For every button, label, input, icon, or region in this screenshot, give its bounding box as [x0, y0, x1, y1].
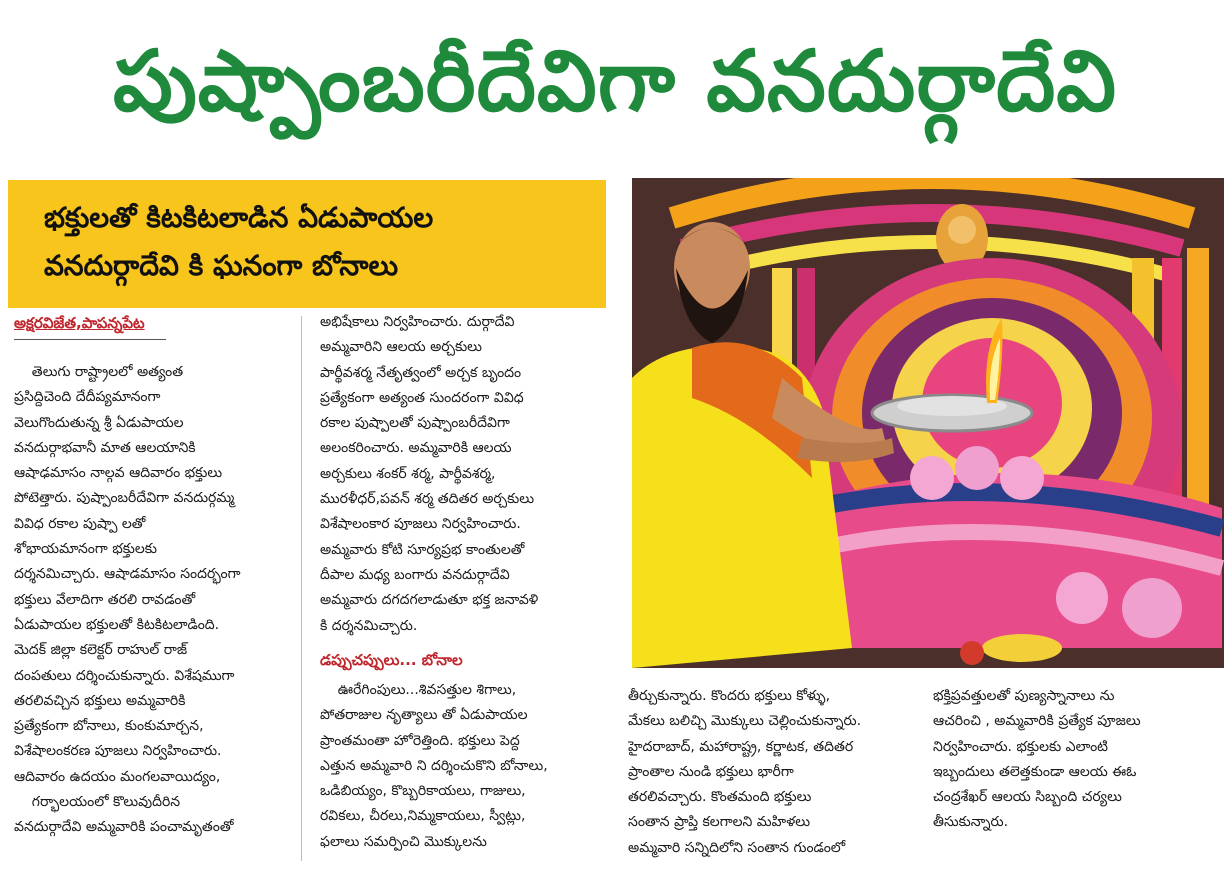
article-line: భక్తిప్రవత్తులతో పుణ్యస్నానాలు ను [933, 688, 1115, 704]
article-line: తీసుకున్నారు. [933, 814, 1009, 831]
article-line: అమ్మవారి సన్నిదిలోని సంతాన గుండంలో [628, 839, 846, 856]
article-line: ప్రత్యేకంగా అత్యంత సుందరంగా వివిధ [320, 389, 524, 406]
crosshead: డప్పుచప్పులు... బోనాల [320, 651, 463, 669]
article-line: అమ్మవారు కోటి సూర్యప్రభ కాంతులతో [320, 541, 525, 558]
article-line: విశేషాలంకార పూజలు నిర్వహించారు. [320, 516, 521, 533]
article-line: ఎత్తున అమ్మవారి ని దర్శించుకొని బోనాలు, [320, 757, 548, 774]
article-line: అర్చకులు శంకర్ శర్మ, పార్థీవశర్మ, [320, 465, 496, 482]
article-line: మేకలు బలిచ్చి మొక్కులు చెల్లించుకున్నారు. [628, 713, 862, 730]
article-line: ఫలాలు సమర్పించి మొక్కులను [320, 833, 487, 850]
article-line: ప్రసిద్దిచెంది దేదీప్యమానంగా [14, 389, 161, 406]
article-line: వెలుగొందుతున్న శ్రీ ఏడుపాయల [14, 414, 184, 431]
goddess-photo [632, 178, 1224, 668]
article-line: మురళీధర్,పవన్ శర్మ తదితర అర్చకులు [320, 491, 535, 508]
article-line: అమ్మవారు దగదగలాడుతూ భక్త జనావళి [320, 592, 539, 609]
article-line: ప్రాంతమంతా హోరెత్తింది. భక్తులు పెద్ద [320, 732, 520, 749]
article-column-4 [933, 684, 1225, 836]
article-line: ఊరేగింపులు...శివసత్తుల శిగాలు, [320, 682, 517, 698]
article-line: చంద్రశేఖర్ ఆలయ సిబ్బంది చర్యలు [933, 789, 1122, 806]
article-line: గర్భాలయంలో కొలువుదీరిన [14, 794, 181, 811]
article-line: సంతాన ప్రాప్తి కలగాలని మహిళలు [628, 814, 811, 831]
article-line: తరలివచ్చిన భక్తులు అమ్మవారికి [14, 692, 186, 709]
article-line: నిర్వహించారు. భక్తులకు ఎలాంటి [933, 738, 1108, 755]
article-line: భక్తులు వేలాదిగా తరలి రావడంతో [14, 591, 196, 608]
article-line: కి దర్శనమిచ్చారు. [320, 617, 418, 634]
article-line: దీపాల మధ్య బంగారు వనదుర్గాదేవి [320, 566, 510, 583]
article-line: రకాల పుష్పాలతో పుష్పాంబరీదేవిగా [320, 415, 510, 432]
article-line: అమ్మవారిని ఆలయ అర్చకులు [320, 339, 482, 356]
article-line: తరలివచ్చారు. కొంతమంది భక్తులు [628, 789, 812, 806]
article-column-2-top [320, 310, 605, 639]
article-column-1 [14, 360, 296, 841]
article-line: తెలుగు రాష్ట్రాలలో అత్యంత [14, 364, 184, 380]
article-line: ప్రత్యేకంగా బోనాలు, కుంకుమార్చన, [14, 718, 204, 735]
article-line: తీర్చుకున్నారు. కొందరు భక్తులు కోళ్ళు, [628, 688, 831, 704]
subheadline-line-1: భక్తులతో కిటకిటలాడిన ఏడుపాయల [44, 201, 434, 234]
article-line: ఆదివారం ఉదయం మంగలవాయిద్యం, [14, 768, 221, 785]
article-line: దంపతులు దర్శించుకున్నారు. విశేషముగా [14, 667, 235, 684]
article-line: శోభాయమానంగా భక్తులకు [14, 541, 157, 558]
article-line: ఏడుపాయల భక్తులతో కిటకిటలాడింది. [14, 616, 220, 633]
article-column-3 [628, 684, 923, 861]
article-line: మెదక్ జిల్లా కలెక్టర్ రాహుల్ రాజ్ [14, 642, 188, 659]
article-line: హైదరాబాద్, మహారాష్ట్ర, కర్ణాటక, తదితర [628, 738, 854, 755]
subheadline-line-2: వనదుర్గాదేవి కి ఘనంగా బోనాలు [44, 249, 399, 282]
article-line: దర్శనమిచ్చారు. ఆషాడమాసం సందర్భంగా [14, 566, 241, 583]
article-line: వనదుర్గాదేవి అమ్మవారికి పంచామృతంతో [14, 819, 234, 836]
headline: పుష్పాంబరీదేవిగా వనదుర్గాదేవి [112, 32, 1118, 130]
article-line: రవికలు, చీరలు,నిమ్మకాయలు, స్వీట్లు, [320, 808, 526, 825]
article-column-2-bottom [320, 678, 605, 855]
column-divider [301, 316, 302, 861]
article-line: అలంకరించారు. అమ్మవారికి ఆలయ [320, 440, 512, 457]
article-line: వనదుర్గాభవానీ మాత ఆలయానికి [14, 439, 196, 456]
article-line: విశేషాలంకరణ పూజలు నిర్వహించారు. [14, 743, 222, 760]
article-line: అభిషేకాలు నిర్వహించారు. దుర్గాదేవి [320, 314, 515, 330]
article-line: ఆషాఢమాసం నాల్గవ ఆదివారం భక్తులు [14, 465, 223, 482]
article-line: పోటెత్తారు. పుష్పాంబరీదేవిగా వనదుర్గమ్మ [14, 490, 235, 507]
article-line: ప్రాంతాల నుండి భక్తులు భారీగా [628, 763, 794, 780]
article-line: వివిధ రకాల పుష్పా లతో [14, 515, 146, 532]
article-line: ఒడిబియ్యం, కొబ్బరికాయలు, గాజులు, [320, 783, 526, 800]
article-line: ఇబ్బందులు తలెత్తకుండా ఆలయ ఈఓ [933, 763, 1137, 780]
subheadline-box [8, 180, 606, 308]
goddess-photo-illustration [632, 178, 1224, 668]
byline-rule [14, 339, 166, 340]
article-line: ఆచరించి , అమ్మవారికి ప్రత్యేక పూజలు [933, 713, 1141, 730]
byline: అక్షరవిజేత,పాపన్నపేట [14, 314, 145, 332]
article-line: పోతరాజుల నృత్యాలు తో ఏడుపాయల [320, 707, 528, 724]
article-line: పార్థీవశర్మ నేతృత్వంలో అర్చక బృందం [320, 364, 522, 381]
